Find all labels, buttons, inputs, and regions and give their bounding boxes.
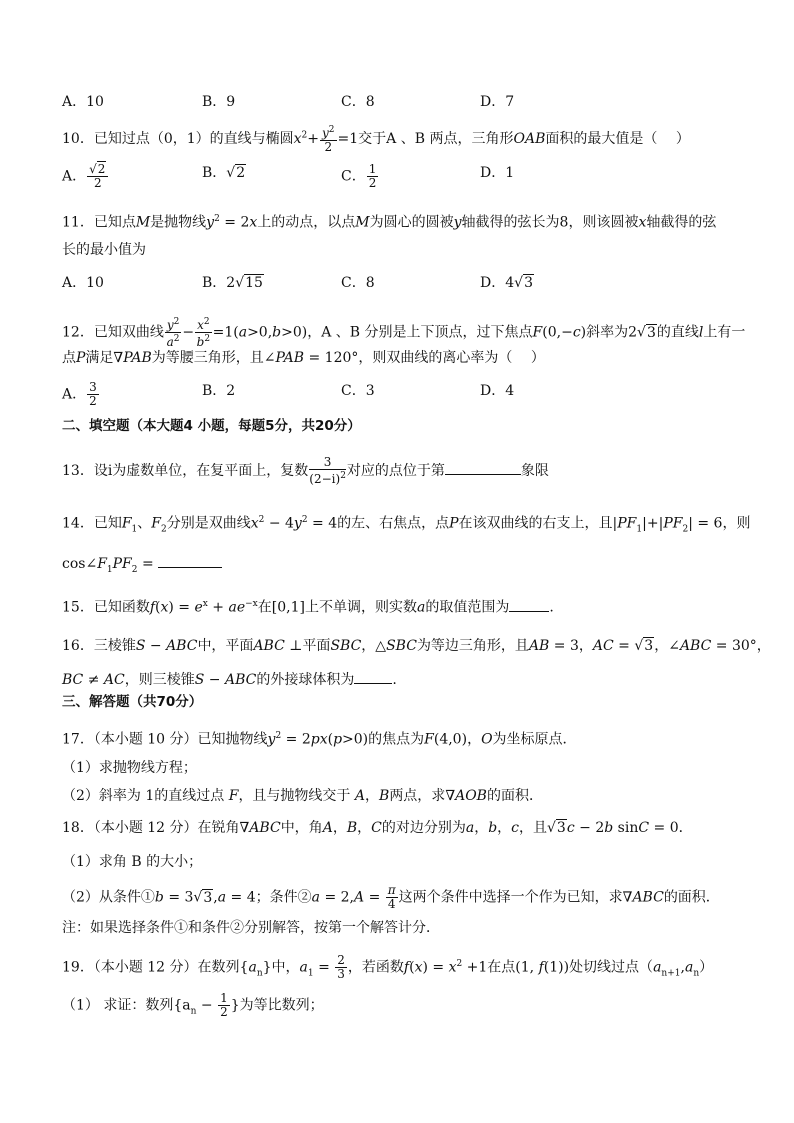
question-15: 15．已知函数$f(x) = e^x + ae^{-x}$在[0,1]上不单调，则实数a的取值范围为 . [62,594,554,618]
question-19: 19．（本小题 12 分）在数列$\{a_n\}$中，$a_1$ = $\frac{2}{3}$ ，若函数$f(x) = x^2 +1$在点(1, f(1))处切线过点$(a_{n+1},a_n)$ [62,953,714,982]
question-18-part1: （1）求角 B 的大小； [62,854,203,870]
option-a: A． $\frac{√2}{2}$ [62,163,109,190]
question-17-part2: （2）斜率为 1的直线过点 F，且与抛物线交于 A，B两点，求∇AOB的面积． [62,788,543,804]
option-c: C．8 [341,94,375,110]
question-19-part1: （1） 求证：数列{$a_n$ − $\frac{1}{2}$ }为等比数列； [62,991,324,1019]
question-14-line2: $\cos\angle F_1PF_2$ = [62,552,222,580]
option-c: C．3 [341,383,375,399]
question-16-line2: BC ≠ AC，则三棱锥S − ABC的外接球体积为 . [62,668,397,690]
option-d: D．4√3 [480,275,533,291]
option-a: A． $\frac{3}{2}$ [62,380,97,408]
option-b: B．2√15 [202,275,263,291]
question-18-part2: （2）从条件①b = 3√3,a = 4；条件②a = 2,A = $\frac{\pi}{4}$ 这两个条件中选择一个作为已知，求∇ABC的面积． [62,883,720,911]
question-16: 16．三棱锥S − ABC中，平面ABC ⊥平面SBC，△SBC为等边三角形，且AB = 3，AC = √3，∠ABC = 30°， [62,638,771,654]
option-d: D．7 [480,94,515,110]
question-14: 14．已知$F_1$、$F_2$分别是双曲线$x^2 - 4y^2 = 4$的左、右焦点，点P在该双曲线的右支上，且$|PF_1|+|PF_2| = 6$，则 [62,515,751,535]
option-d: D．4 [480,383,515,399]
question-18: 18．（本小题 12 分）在锐角∇ABC中，角A，B，C的对边分别为a，b，c，且√3c − 2b sinC = 0． [62,820,693,836]
question-17-part1: （1）求抛物线方程； [62,760,197,776]
question-12-line2: 点P满足∇PAB为等腰三角形，且∠PAB = 120°，则双曲线的离心率为（ ） [62,350,545,366]
answer-blank [158,552,222,568]
option-b: B．9 [202,94,236,110]
question-13: 13．设i为虚数单位，在复平面上，复数 $\frac{3}{(2-i)^2}$ 对应的点位于第 象限 [62,455,549,486]
option-c: C．8 [341,275,375,291]
question-10: 10．已知过点（0，1）的直线与椭圆$x^2+$ $\frac{y^2}{2}$ =1交于A 、B 两点，三角形OAB面积的最大值是（ ） [62,125,690,154]
answer-blank [445,459,521,475]
section-2-heading: 二、填空题（本大题4 小题，每题5分，共20分） [62,418,361,434]
section-3-heading: 三、解答题（共70分） [62,694,203,710]
option-a: A．10 [62,94,104,110]
question-17: 17．（本小题 10 分）已知抛物线$y^2 = 2px(p>0)$的焦点为F(4,0)，O为坐标原点． [62,731,577,748]
option-b: B．2 [202,383,236,399]
option-b: B．√2 [202,165,246,181]
question-18-note: 注：如果选择条件①和条件②分别解答，按第一个解答计分． [62,920,440,936]
answer-blank [509,596,549,612]
question-11: 11．已知点M是抛物线$y^2 = 2x$上的动点，以点M为圆心的圆被y轴截得的弦长为8，则该圆被x轴截得的弦 [62,214,717,231]
option-a: A．10 [62,275,104,291]
option-c: C． $\frac{1}{2}$ [341,162,377,190]
option-d: D．1 [480,165,515,181]
question-11-line2: 长的最小值为 [62,242,146,258]
answer-blank [354,668,392,684]
question-12: 12．已知双曲线 $\frac{y^2}{a^2}$ − $\frac{x^2}{b^2}$ =1(a>0,b>0)，A 、B 分别是上下顶点，过下焦点F(0,−c)斜率为2√3的直线l上有一 [62,317,746,349]
